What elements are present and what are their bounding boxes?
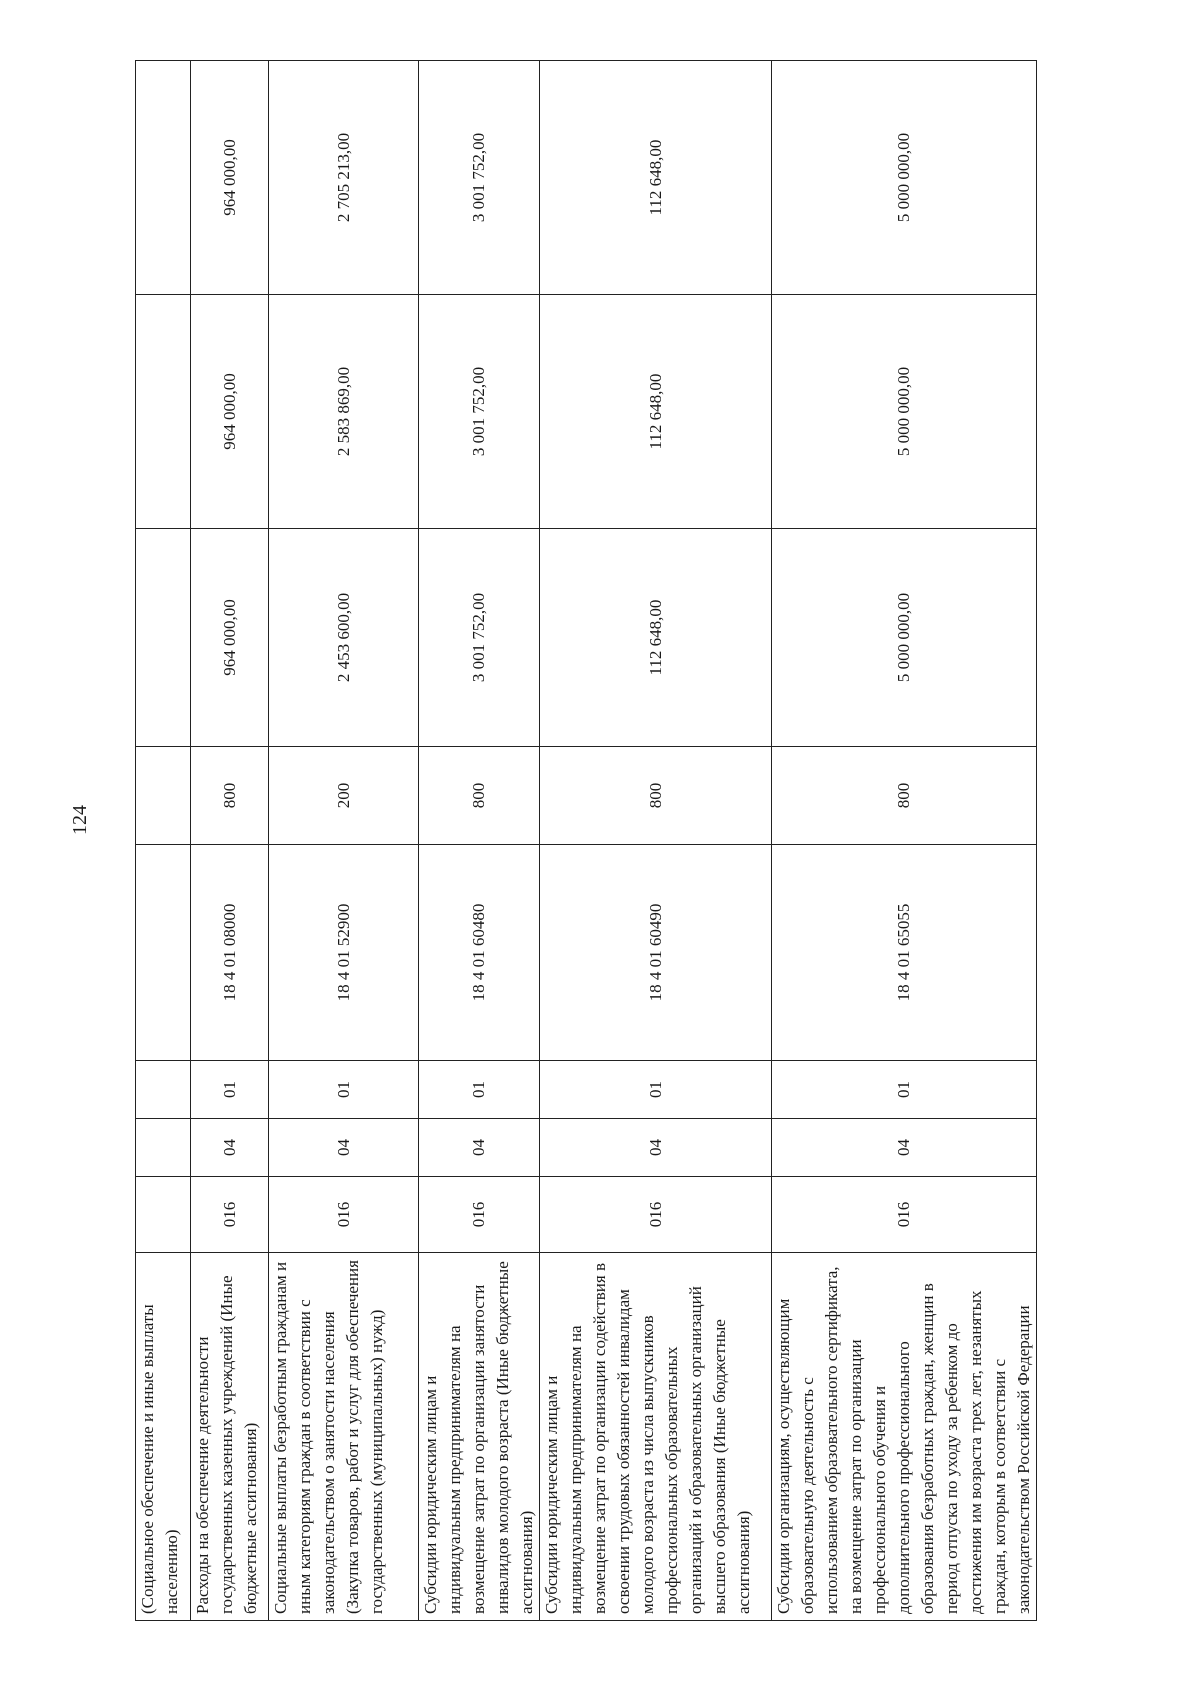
amount-cell: 964 000,00	[191, 529, 269, 747]
amount-cell: 964 000,00	[191, 295, 269, 529]
target-article-cell: 18 4 01 60490	[540, 845, 772, 1061]
description-cell: Субсидии организациям, осуществляющим образовательную деятельность с использованием образовательного сертификата, на возмещение затрат по организации профессионального обучения и дополнительного профессионального образования безработных граждан, женщин в период отпуска по уходу за ребенком до достижения им возраста трех лет, незанятых граждан, которым в соответствии с законодательством Российской Федерации	[772, 1253, 1037, 1621]
section-cell	[136, 1119, 191, 1177]
amount-cell	[136, 529, 191, 747]
subsection-cell: 01	[419, 1061, 540, 1119]
target-article-cell: 18 4 01 08000	[191, 845, 269, 1061]
amount-cell: 2 705 213,00	[269, 61, 419, 295]
subsection-cell: 01	[772, 1061, 1037, 1119]
table-row	[419, 61, 540, 1621]
subsection-cell: 01	[540, 1061, 772, 1119]
description-cell: Социальные выплаты безработным гражданам и иным категориям граждан в соответствии с законодательством о занятости населения (Закупка товаров, работ и услуг для обеспечения государственных (муниципальных) нужд)	[269, 1253, 419, 1621]
expense-type-cell	[136, 747, 191, 845]
table-row	[191, 61, 269, 1621]
section-cell: 04	[269, 1119, 419, 1177]
grbs-cell: 016	[269, 1177, 419, 1253]
amount-cell: 3 001 752,00	[419, 529, 540, 747]
grbs-cell	[136, 1177, 191, 1253]
amount-cell	[136, 295, 191, 529]
table-row	[136, 61, 191, 1621]
target-article-cell: 18 4 01 52900	[269, 845, 419, 1061]
page-number: 124	[69, 805, 91, 835]
grbs-cell: 016	[191, 1177, 269, 1253]
budget-table	[135, 60, 1037, 1621]
target-article-cell: 18 4 01 60480	[419, 845, 540, 1061]
amount-cell: 2 453 600,00	[269, 529, 419, 747]
expense-type-cell: 200	[269, 747, 419, 845]
expense-type-cell: 800	[540, 747, 772, 845]
amount-cell: 112 648,00	[540, 61, 772, 295]
amount-cell: 5 000 000,00	[772, 529, 1037, 747]
section-cell: 04	[540, 1119, 772, 1177]
section-cell: 04	[419, 1119, 540, 1177]
subsection-cell	[136, 1061, 191, 1119]
table-row	[269, 61, 419, 1621]
expense-type-cell: 800	[772, 747, 1037, 845]
amount-cell: 112 648,00	[540, 295, 772, 529]
budget-table-container	[135, 61, 1033, 1621]
description-cell: Субсидии юридическим лицам и индивидуальным предпринимателям на возмещение затрат по организации содействия в освоении трудовых обязанностей инвалидам молодого возраста из числа выпускников профессиональных образовательных организаций и образовательных организаций высшего образования (Иные бюджетные ассигнования)	[540, 1253, 772, 1621]
amount-cell: 5 000 000,00	[772, 61, 1037, 295]
description-cell: (Социальное обеспечение и иные выплаты населению)	[136, 1253, 191, 1621]
amount-cell: 2 583 869,00	[269, 295, 419, 529]
section-cell: 04	[191, 1119, 269, 1177]
grbs-cell: 016	[540, 1177, 772, 1253]
amount-cell: 964 000,00	[191, 61, 269, 295]
amount-cell: 112 648,00	[540, 529, 772, 747]
target-article-cell	[136, 845, 191, 1061]
target-article-cell: 18 4 01 65055	[772, 845, 1037, 1061]
amount-cell: 5 000 000,00	[772, 295, 1037, 529]
table-row	[772, 61, 1037, 1621]
grbs-cell: 016	[419, 1177, 540, 1253]
section-cell: 04	[772, 1119, 1037, 1177]
expense-type-cell: 800	[419, 747, 540, 845]
subsection-cell: 01	[269, 1061, 419, 1119]
table-row	[540, 61, 772, 1621]
amount-cell: 3 001 752,00	[419, 295, 540, 529]
amount-cell: 3 001 752,00	[419, 61, 540, 295]
grbs-cell: 016	[772, 1177, 1037, 1253]
subsection-cell: 01	[191, 1061, 269, 1119]
description-cell: Субсидии юридическим лицам и индивидуальным предпринимателям на возмещение затрат по организации занятости инвалидов молодого возраста (Иные бюджетные ассигнования)	[419, 1253, 540, 1621]
description-cell: Расходы на обеспечение деятельности государственных казенных учреждений (Иные бюджетные ассигнования)	[191, 1253, 269, 1621]
amount-cell	[136, 61, 191, 295]
expense-type-cell: 800	[191, 747, 269, 845]
